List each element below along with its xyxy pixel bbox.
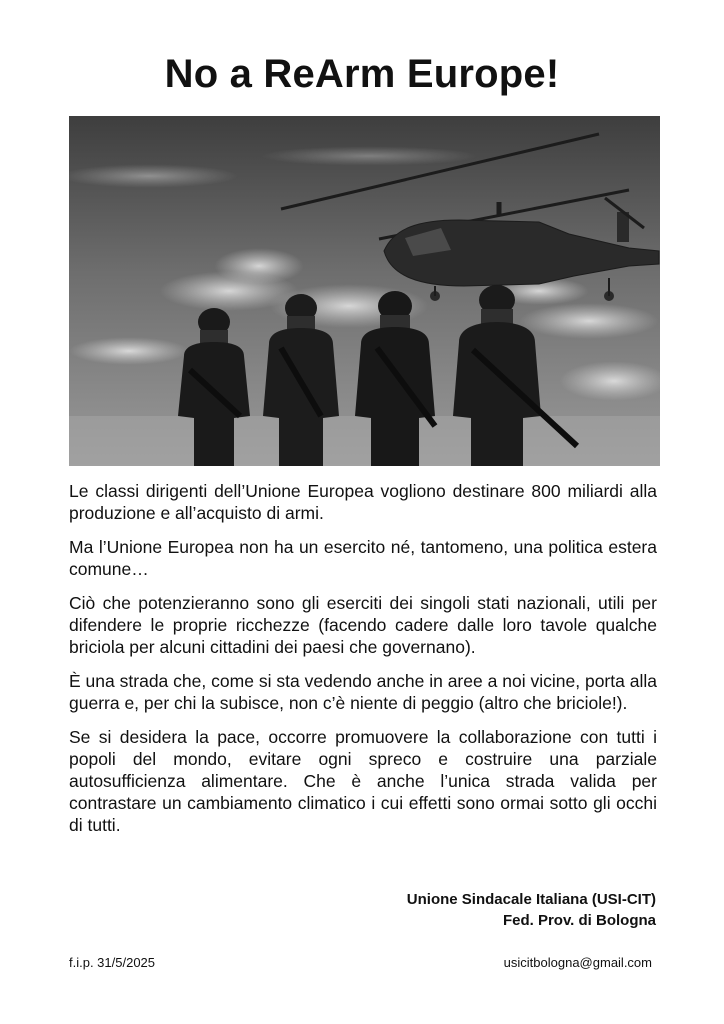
paragraph-3: Ciò che potenzieranno sono gli eserciti dei singoli stati nazionali, utili per difendere le proprie ricchezze (facendo cadere dalle loro tavole qualche briciola per alcuni cittadini dei paesi che governano). [69,593,657,657]
paragraph-4: È una strada che, come si sta vedendo anche in aree a noi vicine, porta alla guerra e, per chi la subisce, non c’è niente di peggio (altro che briciole!). [69,671,657,713]
footer-email: usicitbologna@gmail.com [503,955,652,970]
soldiers-helicopter-photo [69,116,660,466]
paragraph-5: Se si desidera la pace, occorre promuovere la collaborazione con tutti i popoli del mondo, evitare ogni spreco e costruire una parziale autosufficienza alimentare. Che è anche l’unica strada valida per contrastare un cambiamento climatico i cui effetti sono ormai sotto gli occhi di tutti. [69,727,657,835]
footer-date: f.i.p. 31/5/2025 [69,955,156,970]
paragraph-2: Ma l’Unione Europea non ha un esercito né, tantomeno, una politica estera comune… [69,537,657,579]
signature-organization: Unione Sindacale Italiana (USI-CIT) [406,891,656,908]
page-title: No a ReArm Europe! [164,52,560,96]
signature [407,889,656,931]
signature-federation: Fed. Prov. di Bologna [502,912,656,929]
body-text [69,480,657,848]
paragraph-1: Le classi dirigenti dell’Unione Europea vogliono destinare 800 miliardi alla produzione e all’acquisto di armi. [69,481,657,523]
